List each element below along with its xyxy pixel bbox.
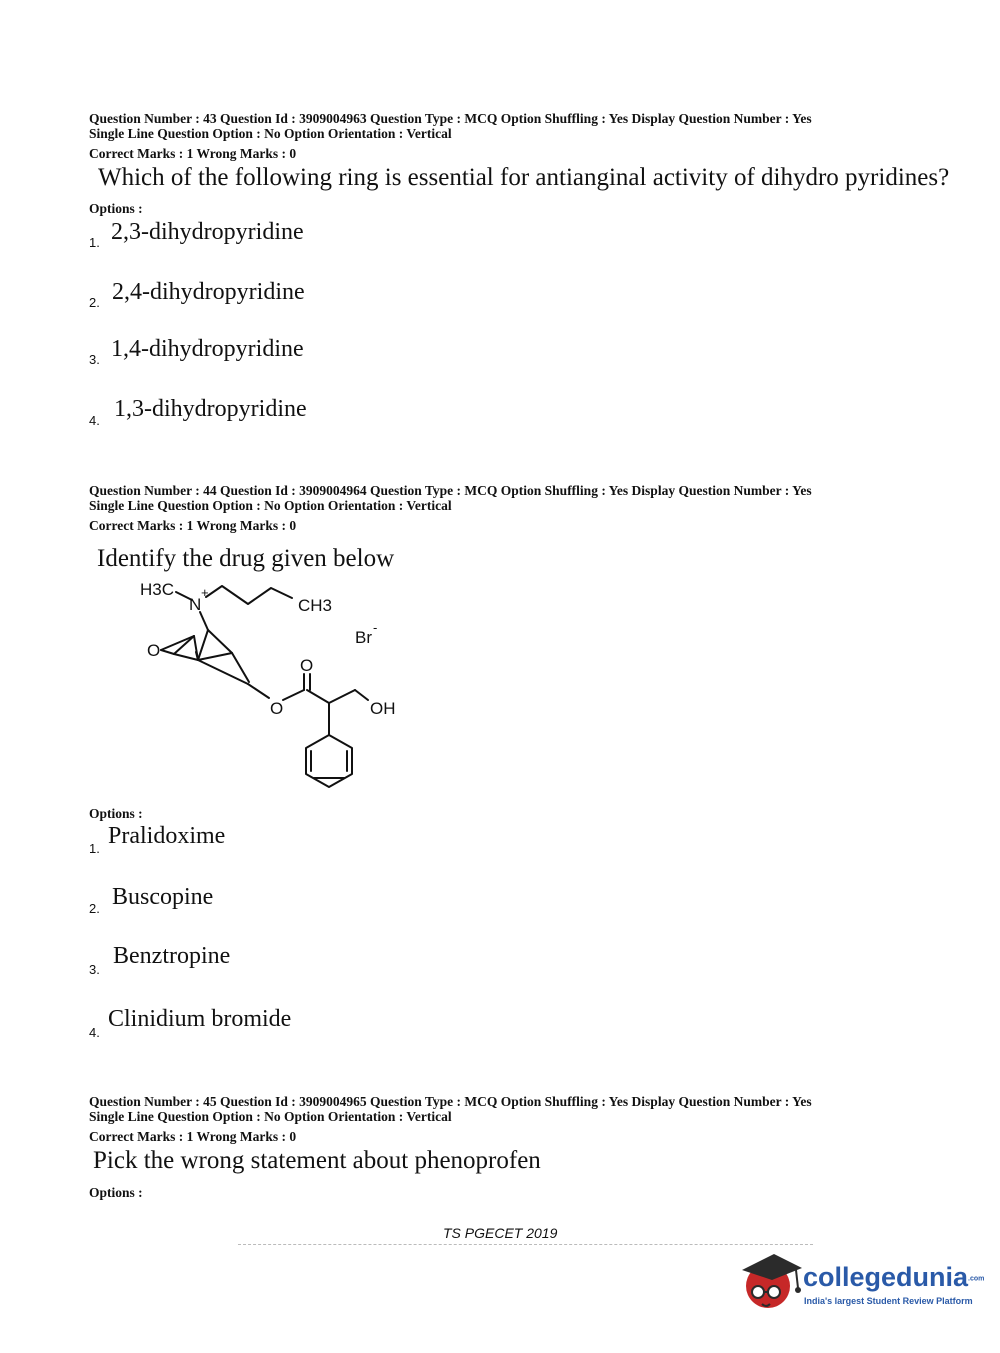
bond-epoxide-o1 — [161, 650, 174, 654]
brand-name: collegedunia.com — [803, 1262, 985, 1292]
footer-divider — [238, 1244, 813, 1245]
label-n: N — [189, 595, 202, 614]
drug-structure-diagram — [130, 570, 430, 810]
q43-option-2-text[interactable]: 2,4-dihydropyridine — [112, 279, 305, 305]
q45-options-label: Options : — [89, 1185, 143, 1200]
bond-ester-o-carbonyl — [283, 690, 304, 700]
q44-option-2-text[interactable]: Buscopine — [112, 884, 214, 910]
q43-option-2-number: 2. — [89, 295, 100, 310]
q43-option-4-number: 4. — [89, 413, 100, 428]
brand-tagline: India's largest Student Review Platform — [804, 1296, 973, 1306]
q45-meta-line2: Single Line Question Option : No Option Orientation : Vertical — [89, 1109, 452, 1124]
label-hydroxyl: OH — [370, 699, 396, 718]
q44-option-3-text[interactable]: Benztropine — [113, 943, 231, 969]
q43-options-label: Options : — [89, 201, 143, 216]
phenyl-ring — [306, 735, 352, 787]
q44-option-2-number: 2. — [89, 901, 100, 916]
bond-ring-base — [198, 660, 248, 684]
bond-epoxide-top — [174, 636, 194, 654]
label-ch3: CH3 — [298, 596, 333, 615]
label-bromide: Br — [355, 628, 372, 647]
collegedunia-mascot-icon — [738, 1246, 804, 1314]
bond-bridge-right — [208, 630, 232, 653]
q44-option-1-text[interactable]: Pralidoxime — [108, 823, 226, 849]
bond-ch2-oh — [355, 690, 368, 700]
q44-option-4-number: 4. — [89, 1025, 100, 1040]
q43-option-3-number: 3. — [89, 352, 100, 367]
butyl-chain — [206, 586, 292, 604]
q44-meta-line1: Question Number : 44 Question Id : 3909004964 Question Type : MCQ Option Shuffling : Yes Display Question Number : Yes — [89, 483, 812, 498]
q43-option-4-text[interactable]: 1,3-dihydropyridine — [114, 396, 307, 422]
label-carbonyl-o: O — [300, 656, 314, 675]
q45-meta-line1: Question Number : 45 Question Id : 3909004965 Question Type : MCQ Option Shuffling : Yes Display Question Number : Yes — [89, 1094, 812, 1109]
bond-alpha-ch2 — [329, 690, 355, 703]
q43-marks: Correct Marks : 1 Wrong Marks : 0 — [89, 146, 297, 161]
label-ester-o: O — [270, 699, 284, 718]
bond-c3-ester-o — [248, 684, 269, 698]
label-epoxide-o: O — [147, 641, 161, 660]
bond-epoxide-o2 — [161, 636, 194, 650]
q45-marks: Correct Marks : 1 Wrong Marks : 0 — [89, 1129, 297, 1144]
q43-option-1-number: 1. — [89, 235, 100, 250]
q45-question-text: Pick the wrong statement about phenoprofen — [93, 1147, 541, 1174]
q43-option-3-text[interactable]: 1,4-dihydropyridine — [111, 336, 304, 362]
q43-meta-line1: Question Number : 43 Question Id : 3909004963 Question Type : MCQ Option Shuffling : Yes Display Question Number : Yes — [89, 111, 812, 126]
bond-epoxide-carbon — [194, 636, 198, 660]
q44-option-4-text[interactable]: Clinidium bromide — [108, 1006, 292, 1032]
label-bromide-charge: - — [373, 620, 378, 635]
q44-meta-line2: Single Line Question Option : No Option Orientation : Vertical — [89, 498, 452, 513]
q43-question-text: Which of the following ring is essential for antianginal activity of dihydro pyridines? — [98, 164, 950, 191]
q44-option-1-number: 1. — [89, 841, 100, 856]
bond-epoxide-bottom — [174, 654, 198, 660]
q44-question-text: Identify the drug given below — [97, 545, 395, 572]
bond-ring-lower — [198, 653, 232, 660]
label-n-charge: + — [201, 585, 209, 600]
q43-option-1-text[interactable]: 2,3-dihydropyridine — [111, 219, 304, 245]
exam-footer-label: TS PGECET 2019 — [443, 1225, 558, 1241]
bond-carbonyl-alpha — [307, 690, 329, 703]
q43-meta-line2: Single Line Question Option : No Option Orientation : Vertical — [89, 126, 452, 141]
q44-marks: Correct Marks : 1 Wrong Marks : 0 — [89, 518, 297, 533]
label-h3c: H3C — [140, 580, 175, 599]
bond-n-bridge — [200, 612, 208, 630]
q44-option-3-number: 3. — [89, 962, 100, 977]
q44-options-label: Options : — [89, 806, 143, 821]
